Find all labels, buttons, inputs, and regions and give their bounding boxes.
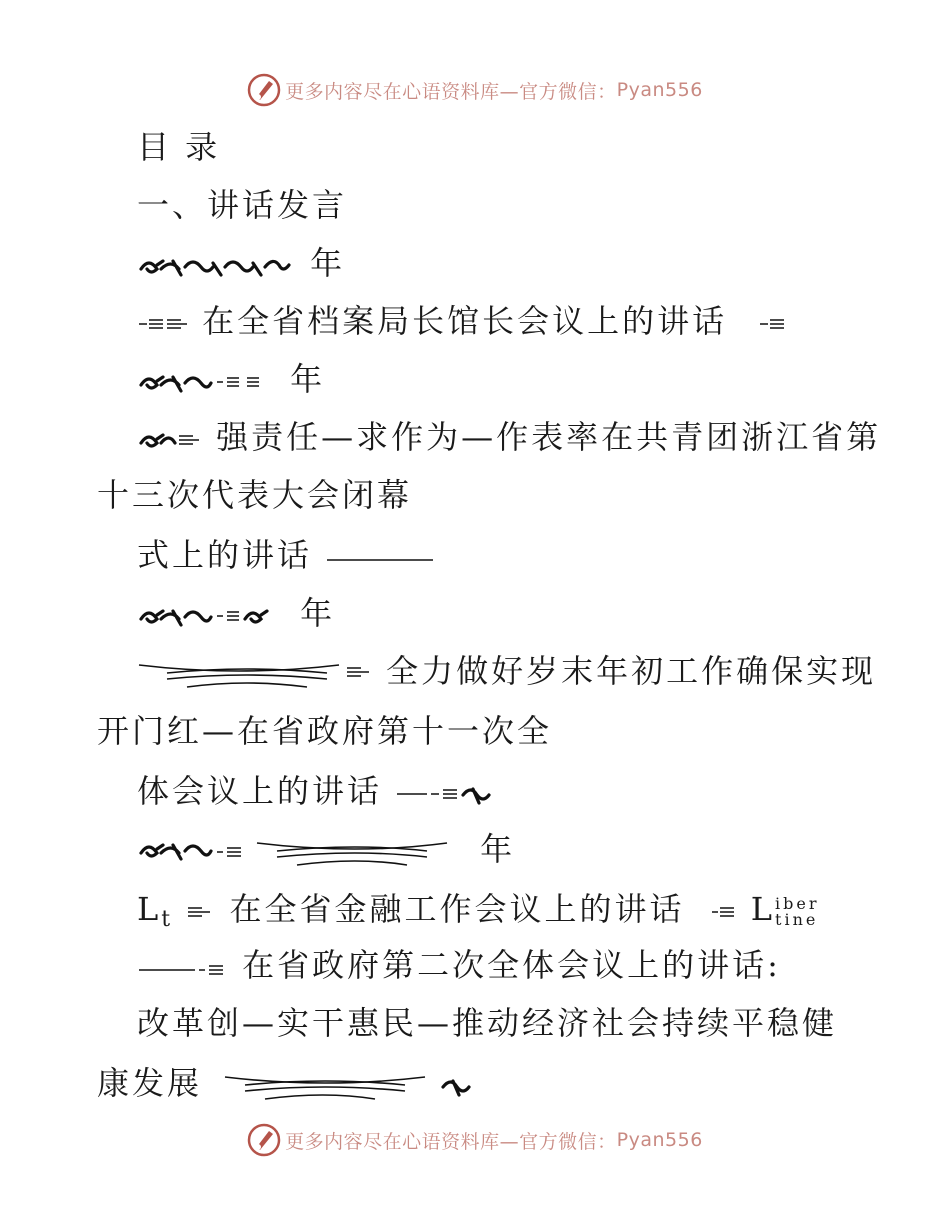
toc-item-6-line-b bbox=[97, 1063, 485, 1103]
toc-item-text: 全力做好岁末年初工作确保实现 bbox=[386, 652, 877, 690]
ornament-icon bbox=[137, 367, 277, 397]
toc-item-text: 康发展 bbox=[97, 1064, 203, 1102]
ornament-icon bbox=[137, 251, 297, 281]
toc-item-2-line-b: 十三次代表大会闭幕 bbox=[97, 476, 413, 514]
toc-year-line-2 bbox=[137, 359, 325, 399]
wavy-rule-icon bbox=[215, 1069, 485, 1103]
toc-item-5 bbox=[137, 945, 781, 985]
toc-item-6-line-a: 改革创—实干惠民—推动经济社会持续平稳健 bbox=[137, 1004, 838, 1042]
garbled-glyph-icon bbox=[137, 314, 189, 334]
ornament-icon bbox=[137, 601, 287, 631]
toc-item-2-line-a bbox=[137, 417, 881, 457]
glyph-suffix: L iber tine bbox=[750, 890, 820, 929]
toc-item-1 bbox=[137, 301, 788, 341]
watermark-header bbox=[0, 70, 950, 110]
toc-item-3-line-c bbox=[137, 771, 495, 811]
garbled-glyph-icon bbox=[740, 314, 788, 334]
dash-rule bbox=[137, 958, 229, 978]
garbled-glyph-icon bbox=[186, 902, 216, 922]
toc-year-line-4 bbox=[137, 829, 515, 869]
logo-icon bbox=[247, 1123, 281, 1157]
toc-item-text: 强责任—求作为—作表率在共青团浙江省第 bbox=[216, 418, 882, 456]
year-label: 年 bbox=[300, 594, 336, 632]
toc-title: 目 录 bbox=[137, 128, 221, 166]
logo-icon bbox=[247, 73, 281, 107]
watermark-text: 更多内容尽在心语资料库—官方微信： bbox=[285, 80, 617, 103]
ornament-icon bbox=[137, 425, 203, 455]
toc-item-text: 在全省档案局长馆长会议上的讲话 bbox=[202, 302, 728, 340]
watermark-text: 更多内容尽在心语资料库—官方微信： bbox=[285, 1130, 617, 1153]
toc-item-4 bbox=[137, 889, 820, 932]
toc-item-text: 体会议上的讲话 bbox=[137, 772, 383, 810]
toc-year-line-3 bbox=[137, 593, 335, 633]
year-label: 年 bbox=[310, 244, 346, 282]
dash-rule bbox=[325, 548, 435, 568]
toc-year-line-1 bbox=[137, 243, 345, 283]
toc-item-text: 式上的讲话 bbox=[137, 536, 313, 574]
toc-item-3-line-a bbox=[137, 651, 876, 691]
watermark-wechat-id: Pyan556 bbox=[616, 1129, 703, 1151]
year-label: 年 bbox=[480, 830, 516, 868]
glyph-prefix: Lt bbox=[137, 890, 174, 932]
toc-item-3-line-b: 开门红—在省政府第十一次全 bbox=[97, 712, 553, 750]
year-label: 年 bbox=[290, 360, 326, 398]
watermark-wechat-id: Pyan556 bbox=[616, 79, 703, 101]
toc-item-text: 在全省金融工作会议上的讲话 bbox=[229, 890, 685, 928]
garbled-glyph-icon bbox=[698, 902, 738, 922]
ornament-icon bbox=[137, 835, 467, 869]
section-heading: 一、讲话发言 bbox=[137, 186, 348, 224]
toc-item-text: 在省政府第二次全体会议上的讲话: bbox=[242, 946, 781, 984]
watermark-footer bbox=[0, 1120, 950, 1160]
ornament-icon bbox=[395, 779, 495, 809]
toc-item-2-line-c bbox=[137, 535, 435, 575]
wavy-rule-icon bbox=[137, 657, 373, 691]
